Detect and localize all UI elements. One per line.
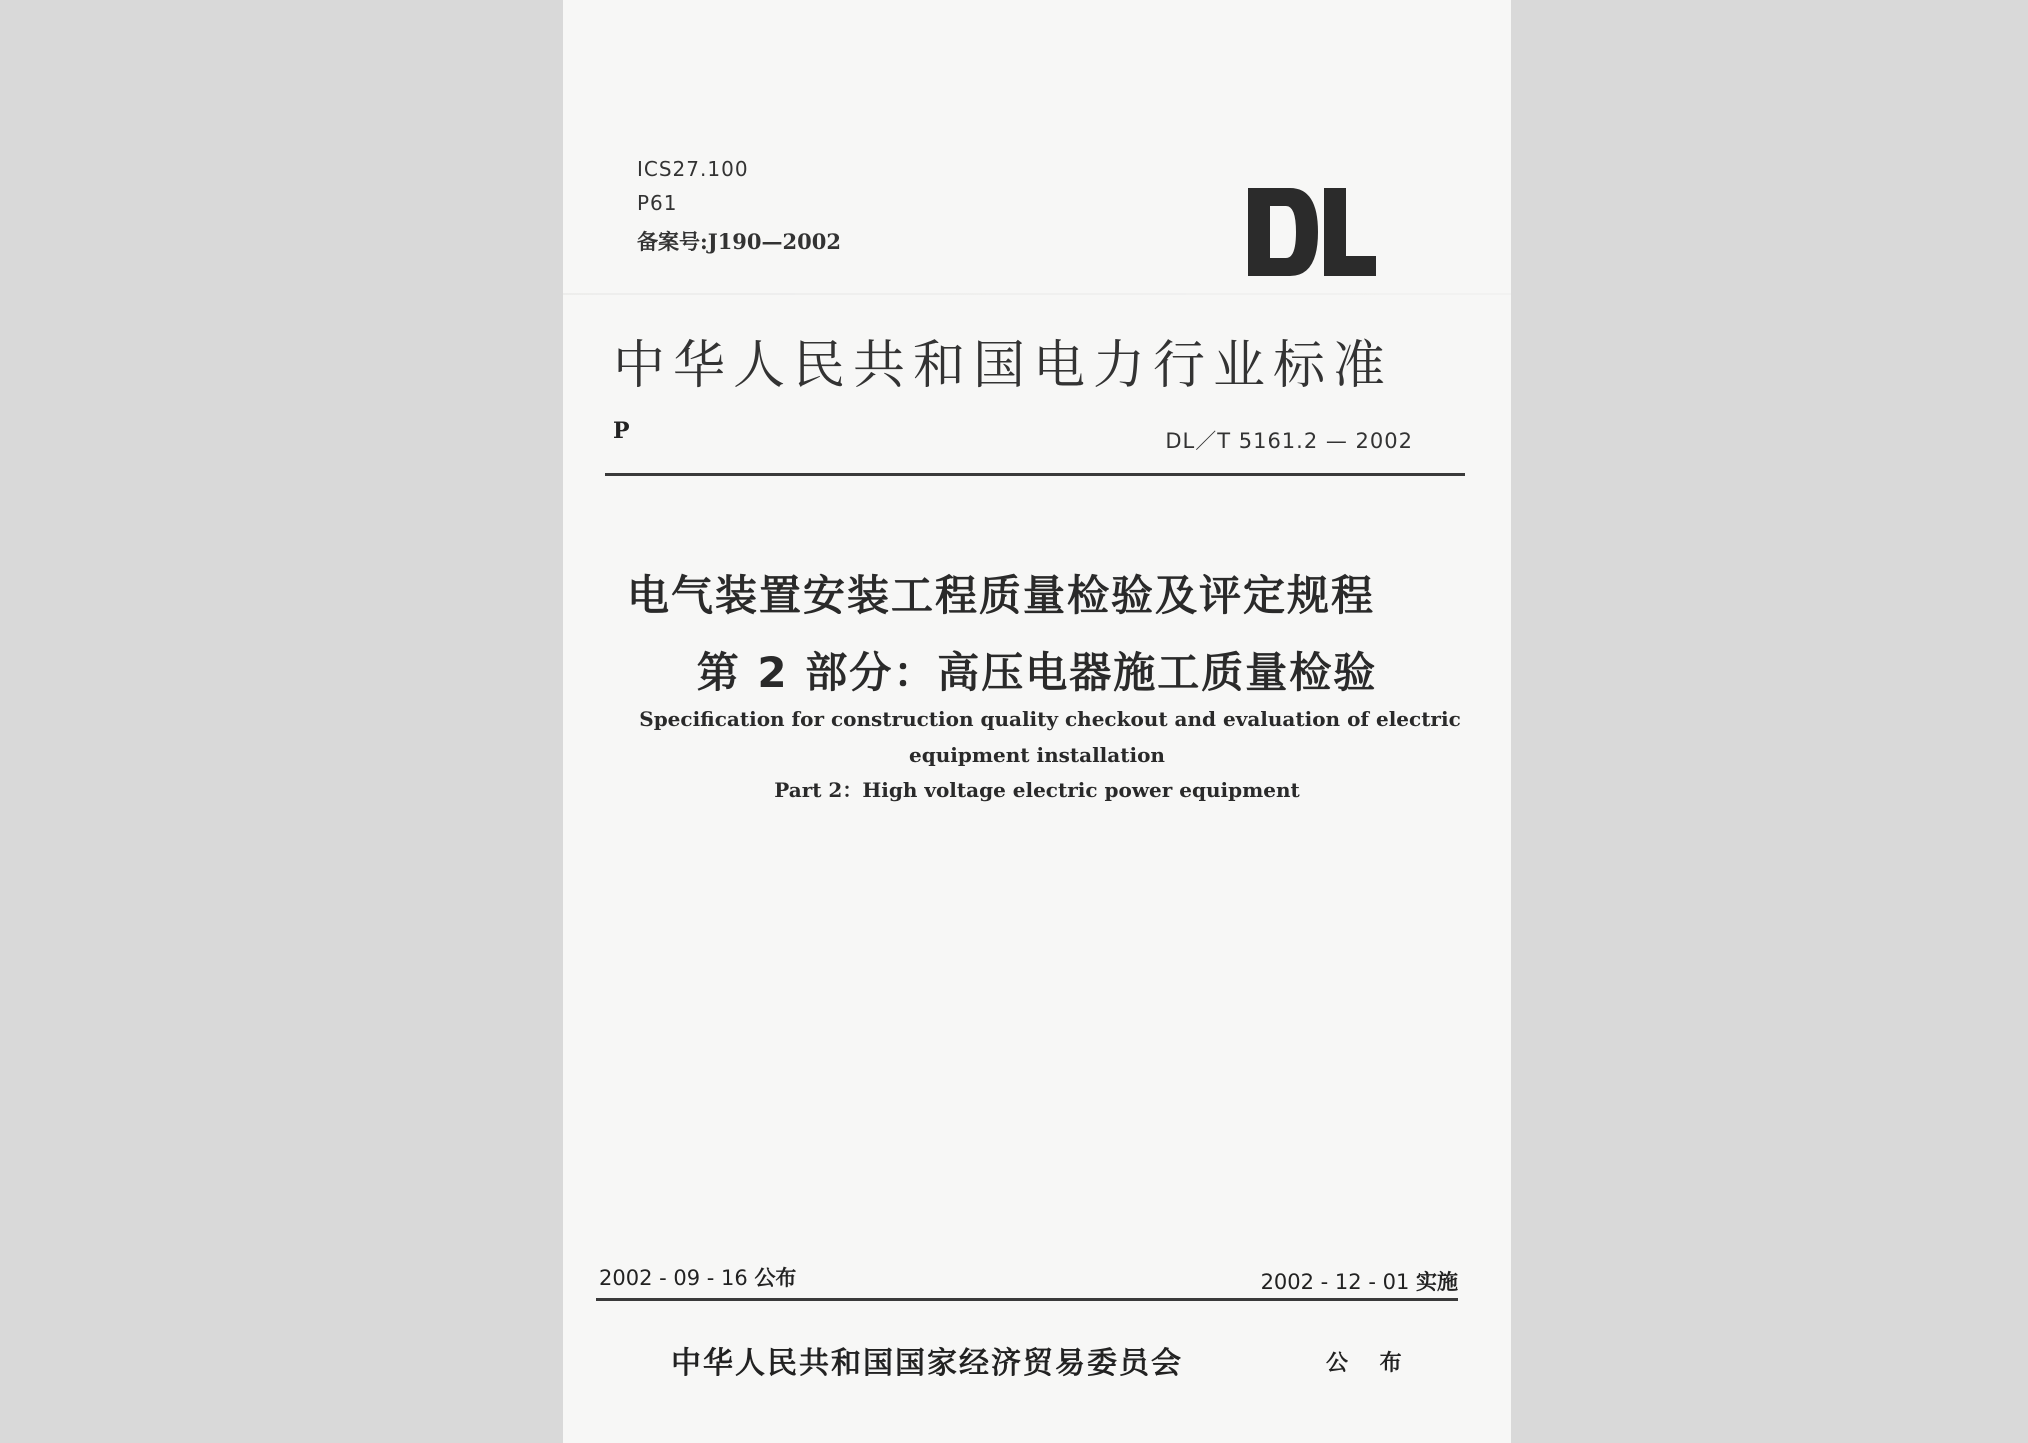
- ics-code: ICS27.100: [637, 157, 749, 181]
- effective-date: 2002 - 12 - 01: [1260, 1270, 1410, 1294]
- title-en-line1: Specification for construction quality checkout and evaluation of electric: [639, 707, 1461, 731]
- title-zh-line2: 第 2 部分：高压电器施工质量检验: [696, 648, 1378, 697]
- bottom-divider: [596, 1298, 1458, 1301]
- issued-date: 2002 - 09 - 16: [599, 1266, 748, 1290]
- standard-number: DL／T 5161.2 — 2002: [1165, 429, 1413, 453]
- classification-code: P: [613, 418, 630, 444]
- issuer-name: 中华人民共和国国家经济贸易委员会: [671, 1346, 1183, 1381]
- category-code: P61: [637, 191, 678, 215]
- title-en-line3: Part 2：High voltage electric power equipment: [774, 778, 1300, 802]
- document-page: [563, 0, 1511, 1443]
- effective-date-block: [1261, 1266, 1458, 1296]
- dl-logo: [1246, 182, 1376, 282]
- scan-fold-line: [563, 293, 1511, 295]
- org-title: 中华人民共和国电力行业标准: [613, 336, 1394, 396]
- effective-label: 实施: [1416, 1270, 1458, 1294]
- publish-label: 公 布: [1326, 1351, 1414, 1376]
- title-en-line2: equipment installation: [909, 743, 1165, 767]
- issued-date-block: [599, 1262, 796, 1292]
- title-zh-line1: 电气装置安装工程质量检验及评定规程: [626, 571, 1375, 620]
- issued-label: 公布: [754, 1266, 797, 1290]
- top-divider: [605, 473, 1465, 476]
- record-number: 备案号:J190—2002: [637, 229, 841, 254]
